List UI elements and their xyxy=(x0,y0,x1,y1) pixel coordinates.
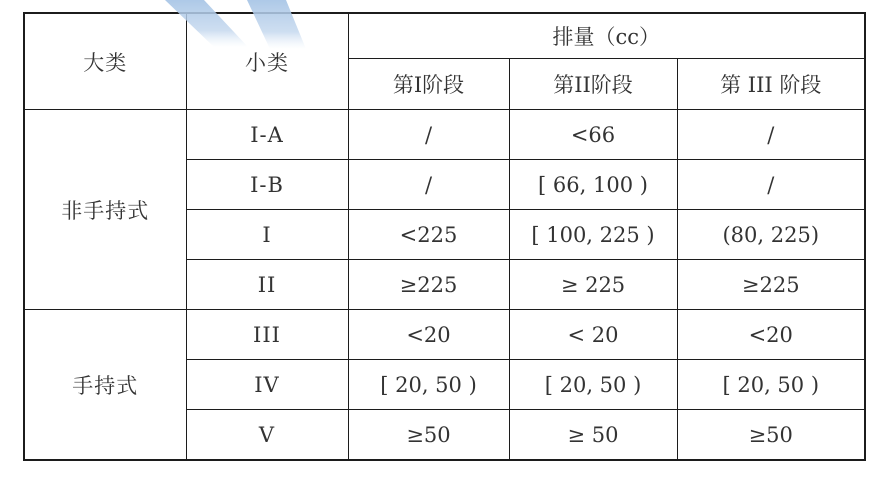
table-cell: [ 100, 225 ) xyxy=(509,210,677,260)
group-label-non-handheld: 非手持式 xyxy=(24,110,186,310)
table-cell: <66 xyxy=(509,110,677,160)
header-stage-2: 第II阶段 xyxy=(509,59,677,110)
table-cell: ≥ 225 xyxy=(509,260,677,310)
table-cell: ≥50 xyxy=(677,410,865,461)
table-cell: <20 xyxy=(677,310,865,360)
header-stage-3: 第 III 阶段 xyxy=(677,59,865,110)
table-cell: / xyxy=(677,110,865,160)
table-cell: / xyxy=(348,110,509,160)
row-label: I-A xyxy=(186,110,348,160)
table-cell: ≥225 xyxy=(348,260,509,310)
table-cell: ≥50 xyxy=(348,410,509,461)
table-cell: [ 66, 100 ) xyxy=(509,160,677,210)
row-label: IV xyxy=(186,360,348,410)
header-stage-1: 第I阶段 xyxy=(348,59,509,110)
group-label-handheld: 手持式 xyxy=(24,310,186,461)
table-cell: [ 20, 50 ) xyxy=(677,360,865,410)
row-label: I-B xyxy=(186,160,348,210)
row-label: III xyxy=(186,310,348,360)
header-minor-category: 小类 xyxy=(186,13,348,110)
table-cell: / xyxy=(348,160,509,210)
header-displacement: 排量（cc） xyxy=(348,13,865,59)
table-cell: < 20 xyxy=(509,310,677,360)
table-cell: ≥ 50 xyxy=(509,410,677,461)
table-cell: [ 20, 50 ) xyxy=(348,360,509,410)
row-label: V xyxy=(186,410,348,461)
header-major-category: 大类 xyxy=(24,13,186,110)
table-cell: <20 xyxy=(348,310,509,360)
row-label: II xyxy=(186,260,348,310)
table-cell: ≥225 xyxy=(677,260,865,310)
classification-table xyxy=(23,12,866,461)
table-cell: / xyxy=(677,160,865,210)
row-label: I xyxy=(186,210,348,260)
table-cell: (80, 225) xyxy=(677,210,865,260)
table-cell: <225 xyxy=(348,210,509,260)
table-cell: [ 20, 50 ) xyxy=(509,360,677,410)
